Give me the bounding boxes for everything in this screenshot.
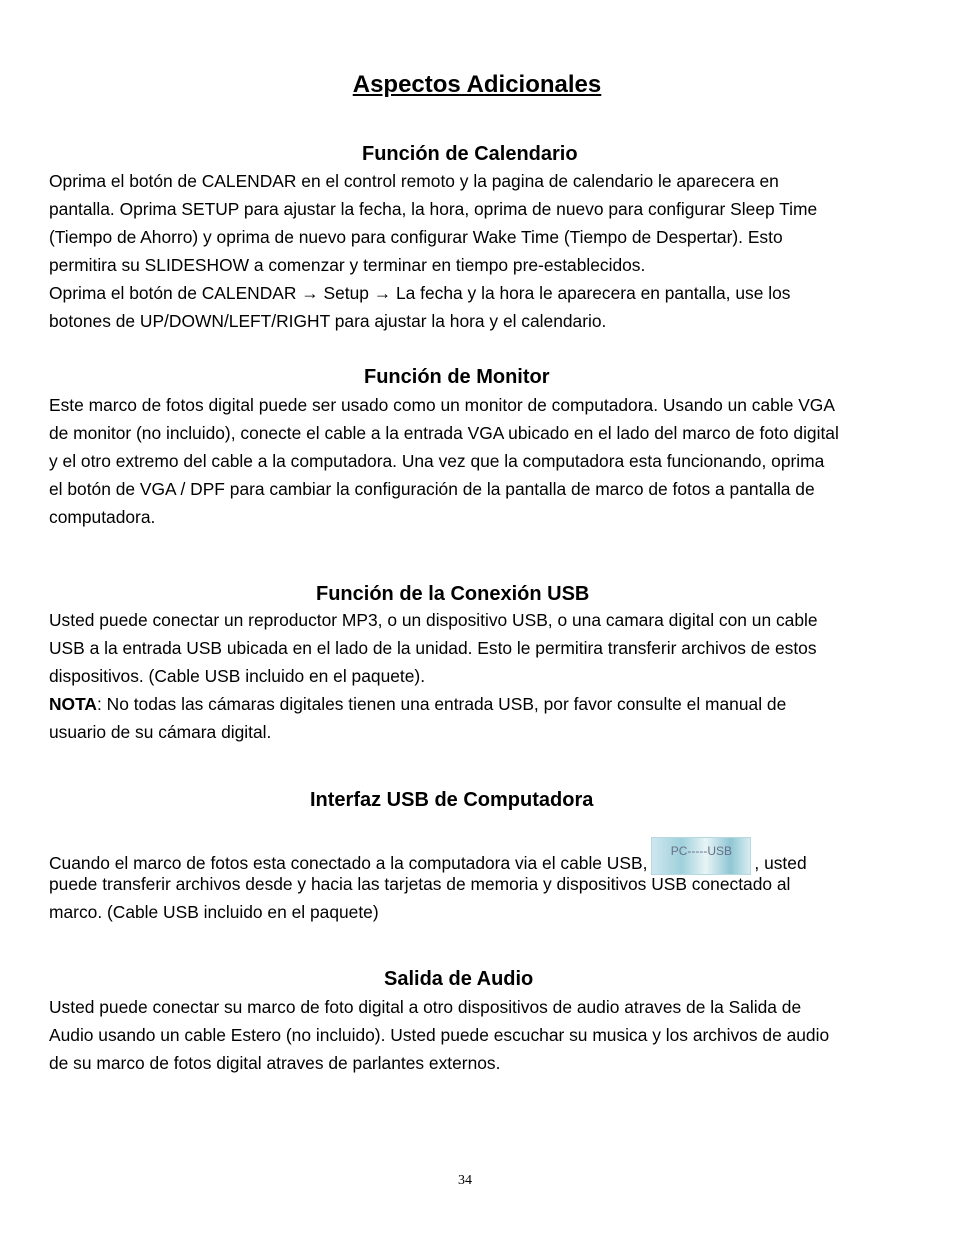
body-line: Este marco de fotos digital puede ser usado como un monitor de computadora. Usando un cable VGA: [49, 395, 835, 415]
section-body-interfaz-cont: [49, 870, 889, 926]
section-body-calendario: [49, 167, 889, 335]
body-line: el botón de VGA / DPF para cambiar la configuración de la pantalla de marco de fotos a pantalla de: [49, 479, 815, 499]
body-line: de monitor (no incluido), conecte el cable a la entrada VGA ubicado en el lado del marco de foto digital: [49, 423, 839, 443]
body-line: Audio usando un cable Estero (no incluido). Usted puede escuchar su musica y los archivos de audio: [49, 1025, 830, 1045]
section-heading-interfaz: Interfaz USB de Computadora: [310, 789, 594, 811]
section-heading-usb: Función de la Conexión USB: [316, 583, 590, 605]
body-line: permitira su SLIDESHOW a comenzar y terminar en tiempo pre-establecidos.: [49, 255, 646, 275]
body-line: dispositivos. (Cable USB incluido en el paquete).: [49, 666, 426, 686]
body-line: y el otro extremo del cable a la computadora. Una vez que la computadora esta funcionando, oprima: [49, 451, 825, 471]
body-line: botones de UP/DOWN/LEFT/RIGHT para ajustar la hora y el calendario.: [49, 311, 607, 331]
body-line: pantalla. Oprima SETUP para ajustar la fecha, la hora, oprima de nuevo para configurar Sleep Time: [49, 199, 818, 219]
body-line: puede transferir archivos desde y hacia las tarjetas de memoria y dispositivos USB conectado al: [49, 874, 791, 894]
note-line-2: usuario de su cámara digital.: [49, 722, 272, 742]
body-line: Oprima el botón de CALENDAR → Setup → La fecha y la hora le aparecera en pantalla, use los: [49, 283, 791, 303]
line-before-badge: Cuando el marco de fotos esta conectado a la computadora via el cable USB,: [49, 853, 648, 873]
section-body-audio: [49, 993, 889, 1077]
line-after-badge: , usted: [754, 853, 807, 873]
body-line: Oprima el botón de CALENDAR en el control remoto y la pagina de calendario le aparecera en: [49, 171, 779, 191]
section-heading-calendario: Función de Calendario: [362, 143, 578, 165]
note-text: : No todas las cámaras digitales tienen una entrada USB, por favor consulte el manual de: [96, 694, 787, 714]
body-line: (Tiempo de Ahorro) y oprima de nuevo para configurar Wake Time (Tiempo de Despertar). Esto: [49, 227, 783, 247]
section-body-usb: [49, 606, 889, 746]
page-number: 34: [458, 1173, 472, 1188]
body-line: de su marco de fotos digital atraves de parlantes externos.: [49, 1053, 501, 1073]
section-body-monitor: [49, 391, 889, 531]
note-label: NOTA: [49, 694, 97, 714]
body-line: USB a la entrada USB ubicada en el lado de la unidad. Esto le permitira transferir archivos de estos: [49, 638, 817, 658]
body-line: Usted puede conectar un reproductor MP3, o un dispositivo USB, o una camara digital con un cable: [49, 610, 818, 630]
pc-usb-badge-label: PC-----USB: [670, 844, 733, 858]
section-heading-audio: Salida de Audio: [384, 968, 534, 990]
body-line: computadora.: [49, 507, 156, 527]
page-title: Aspectos Adicionales: [352, 71, 602, 98]
section-heading-monitor: Función de Monitor: [364, 366, 550, 388]
body-line: Usted puede conectar su marco de foto digital a otro dispositivos de audio atraves de la Salida de: [49, 997, 802, 1017]
note-line: [49, 690, 889, 718]
body-line: marco. (Cable USB incluido en el paquete): [49, 902, 379, 922]
